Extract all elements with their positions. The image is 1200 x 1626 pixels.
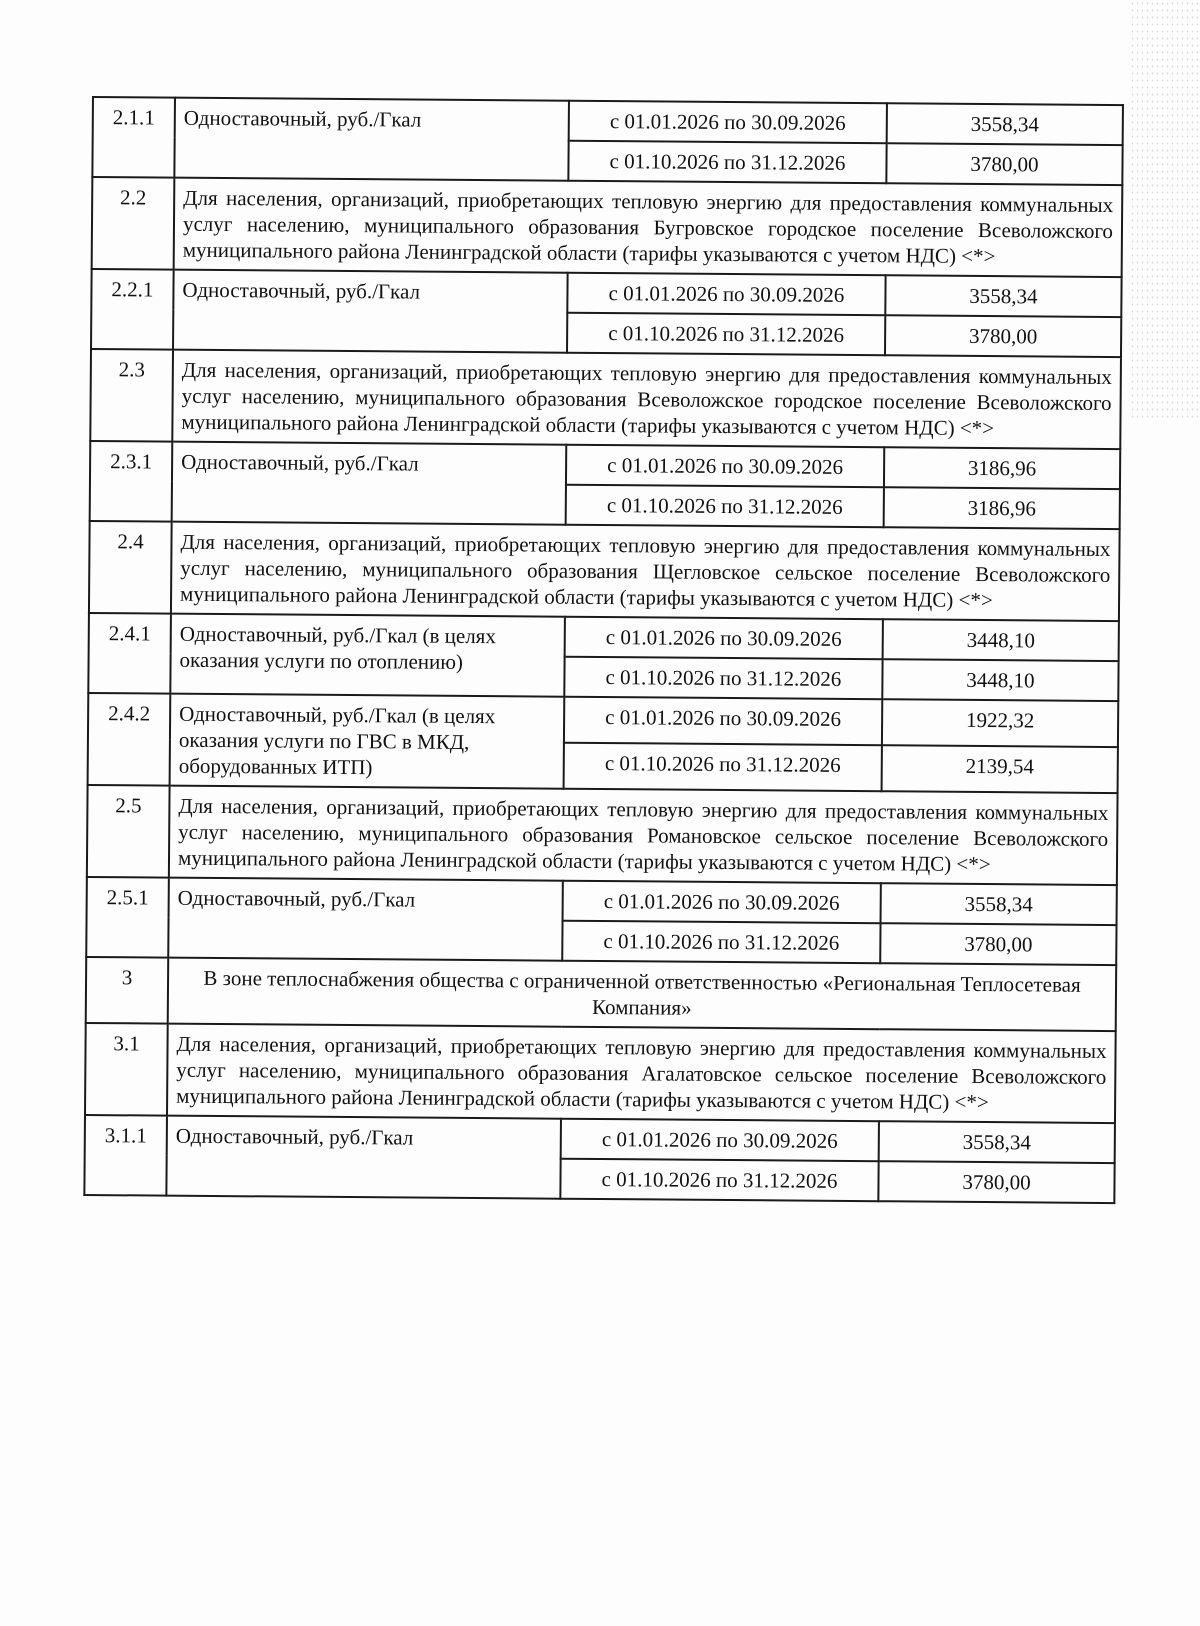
tariff-period: с 01.01.2026 по 30.09.2026: [569, 101, 887, 143]
tariff-value: 3558,34: [881, 883, 1117, 925]
row-number: 2.3.1: [90, 441, 173, 522]
tariff-row: [88, 693, 1118, 747]
row-number: 2.1.1: [92, 97, 175, 178]
zone-heading-row: [86, 957, 1116, 1031]
row-number: 3.1: [85, 1023, 168, 1116]
row-number: 2.5: [87, 785, 170, 878]
tariff-value: 1922,32: [882, 699, 1118, 747]
tariff-table-body: [84, 97, 1123, 1203]
tariff-value: 3186,96: [884, 447, 1120, 489]
row-number: 2.2: [92, 177, 175, 270]
consumer-group-row: [85, 1023, 1116, 1123]
tariff-period: с 01.10.2026 по 31.12.2026: [568, 141, 886, 183]
consumer-group-text: Для населения, организаций, приобретающих тепловую энергию для предоставления коммунальных услуг населению, муниципального образования Бугровское городское поселение Всеволожского муниципального района Ленинградской области (тарифы указываются с учетом НДС) <*>: [174, 178, 1123, 277]
row-number: 2.5.1: [86, 877, 169, 958]
tariff-value: 3558,34: [879, 1121, 1115, 1163]
tariff-row: [93, 97, 1123, 145]
tariff-period: с 01.10.2026 по 31.12.2026: [567, 313, 885, 355]
tariff-period: с 01.01.2026 по 30.09.2026: [567, 273, 885, 315]
row-number: 3: [86, 957, 169, 1024]
tariff-period: с 01.01.2026 по 30.09.2026: [564, 697, 882, 745]
consumer-group-row: [90, 349, 1121, 449]
tariff-value: 3780,00: [880, 923, 1116, 965]
consumer-group-text: Для населения, организаций, приобретающих тепловую энергию для предоставления коммунальных услуг населению, муниципального образования Всеволожское городское поселение Всеволожского муниципального района Ленинградской области (тарифы указываются с учетом НДС) <*>: [172, 350, 1121, 449]
tariff-row: [89, 613, 1119, 661]
tariff-period: с 01.01.2026 по 30.09.2026: [563, 881, 881, 923]
tariff-value: 3448,10: [883, 619, 1119, 661]
tariff-row: [85, 1115, 1115, 1163]
scan-noise: [1130, 0, 1200, 420]
consumer-group-text: Для населения, организаций, приобретающих тепловую энергию для предоставления коммунальных услуг населению, муниципального образования Агалатовское сельское поселение Всеволожского муниципального района Ленинградской области (тарифы указываются с учетом НДС) <*>: [167, 1024, 1116, 1123]
tariff-name: Одноставочный, руб./Гкал: [166, 1116, 561, 1199]
tariff-period: с 01.10.2026 по 31.12.2026: [564, 743, 882, 791]
tariff-period: с 01.10.2026 по 31.12.2026: [560, 1159, 878, 1201]
consumer-group-text: Для населения, организаций, приобретающих тепловую энергию для предоставления коммунальных услуг населению, муниципального образования Романовское сельское поселение Всеволожского муниципального района Ленинградской области (тарифы указываются с учетом НДС) <*>: [169, 786, 1118, 885]
tariff-period: с 01.01.2026 по 30.09.2026: [566, 445, 884, 487]
tariff-period: с 01.01.2026 по 30.09.2026: [565, 617, 883, 659]
tariff-value: 3448,10: [882, 659, 1118, 701]
consumer-group-text: Для населения, организаций, приобретающих тепловую энергию для предоставления коммунальных услуг населению, муниципального образования Щегловское сельское поселение Всеволожского муниципального района Ленинградской области (тарифы указываются с учетом НДС) <*>: [171, 522, 1120, 621]
row-number: 3.1.1: [84, 1115, 167, 1196]
tariff-row: [90, 441, 1120, 489]
tariff-period: с 01.10.2026 по 31.12.2026: [564, 657, 882, 699]
tariff-value: 3780,00: [886, 143, 1122, 185]
tariff-name: Одноставочный, руб./Гкал: [172, 442, 567, 525]
consumer-group-row: [89, 521, 1120, 621]
tariff-period: с 01.10.2026 по 31.12.2026: [566, 485, 884, 527]
tariff-table: [83, 96, 1124, 1204]
tariff-value: 3558,34: [887, 103, 1123, 145]
tariff-value: 2139,54: [882, 745, 1118, 793]
tariff-row: [91, 269, 1121, 317]
tariff-period: с 01.01.2026 по 30.09.2026: [561, 1119, 879, 1161]
consumer-group-row: [87, 785, 1118, 885]
row-number: 2.4.2: [88, 693, 171, 786]
tariff-value: 3780,00: [885, 315, 1121, 357]
row-number: 2.3: [90, 349, 173, 442]
zone-heading: В зоне теплоснабжения общества с ограниченной ответственностью «Региональная Теплосетевая Компания»: [168, 958, 1116, 1031]
tariff-name: Одноставочный, руб./Гкал: [168, 878, 563, 961]
tariff-row: [87, 877, 1117, 925]
row-number: 2.2.1: [91, 269, 174, 350]
tariff-value: 3186,96: [884, 487, 1120, 529]
consumer-group-row: [92, 177, 1123, 277]
tariff-name: Одноставочный, руб./Гкал: [173, 270, 568, 353]
tariff-name: Одноставочный, руб./Гкал: [174, 98, 569, 181]
tariff-name: Одноставочный, руб./Гкал (в целях оказания услуги по отоплению): [170, 614, 565, 697]
tariff-period: с 01.10.2026 по 31.12.2026: [562, 921, 880, 963]
tariff-name: Одноставочный, руб./Гкал (в целях оказания услуги по ГВС в МКД, оборудованных ИТП): [170, 694, 565, 789]
row-number: 2.4: [89, 521, 172, 614]
row-number: 2.4.1: [88, 613, 171, 694]
tariff-value: 3780,00: [878, 1161, 1114, 1203]
tariff-value: 3558,34: [885, 275, 1121, 317]
